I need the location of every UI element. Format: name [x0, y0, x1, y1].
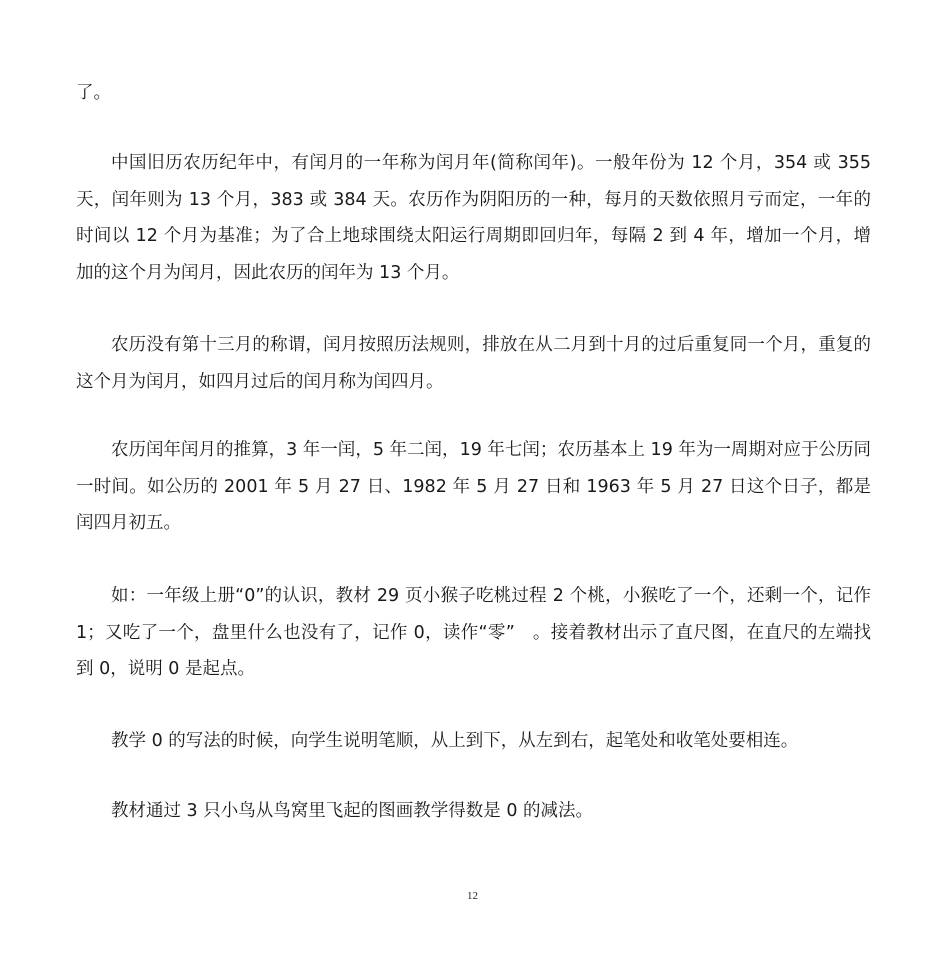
page-number: 12 — [467, 890, 478, 902]
paragraph-continuation: 了。 — [76, 83, 111, 103]
paragraph-zero-writing: 教学 0 的写法的时候，向学生说明笔顺，从上到下，从左到右，起笔处和收笔处要相连。 — [111, 731, 799, 751]
paragraph-zero-subtraction: 教材通过 3 只小鸟从鸟窝里飞起的图画教学得数是 0 的减法。 — [111, 801, 594, 821]
paragraph-leap-calculation: 农历闰年闰月的推算，3 年一闰，5 年二闰，19 年七闰；农历基本上 19 年为一周期对应于公历同一时间。如公历的 2001 年 5 月 27 日、1982 年 5 月 27 日和 1963 年 5 月 27 日这个日子，都是闰四月初五。 — [76, 440, 871, 533]
paragraph-leap-year-definition: 中国旧历农历纪年中，有闰月的一年称为闰月年(简称闰年)。一般年份为 12 个月，354 或 355 天，闰年则为 13 个月，383 或 384 天。农历作为阴阳历的一种，每月的天数依照月亏而定，一年的时间以 12 个月为基准；为了合上地球围绕太阳运行周期即回归年，每隔 2 到 4 年，增加一个月，增加的这个月为闰月，因此农历的闰年为 13 个月。 — [76, 153, 871, 283]
paragraph-leap-month-rule: 农历没有第十三月的称谓，闰月按照历法规则，排放在从二月到十月的过后重复同一个月，重复的这个月为闰月，如四月过后的闰月称为闰四月。 — [76, 335, 871, 392]
paragraph-zero-example: 如：一年级上册“0”的认识，教材 29 页小猴子吃桃过程 2 个桃，小猴吃了一个，还剩一个，记作 1；又吃了一个，盘里什么也没有了，记作 0，读作“零” 。接着教材出示了直尺图，在直尺的左端找到 0，说明 0 是起点。 — [76, 586, 871, 679]
